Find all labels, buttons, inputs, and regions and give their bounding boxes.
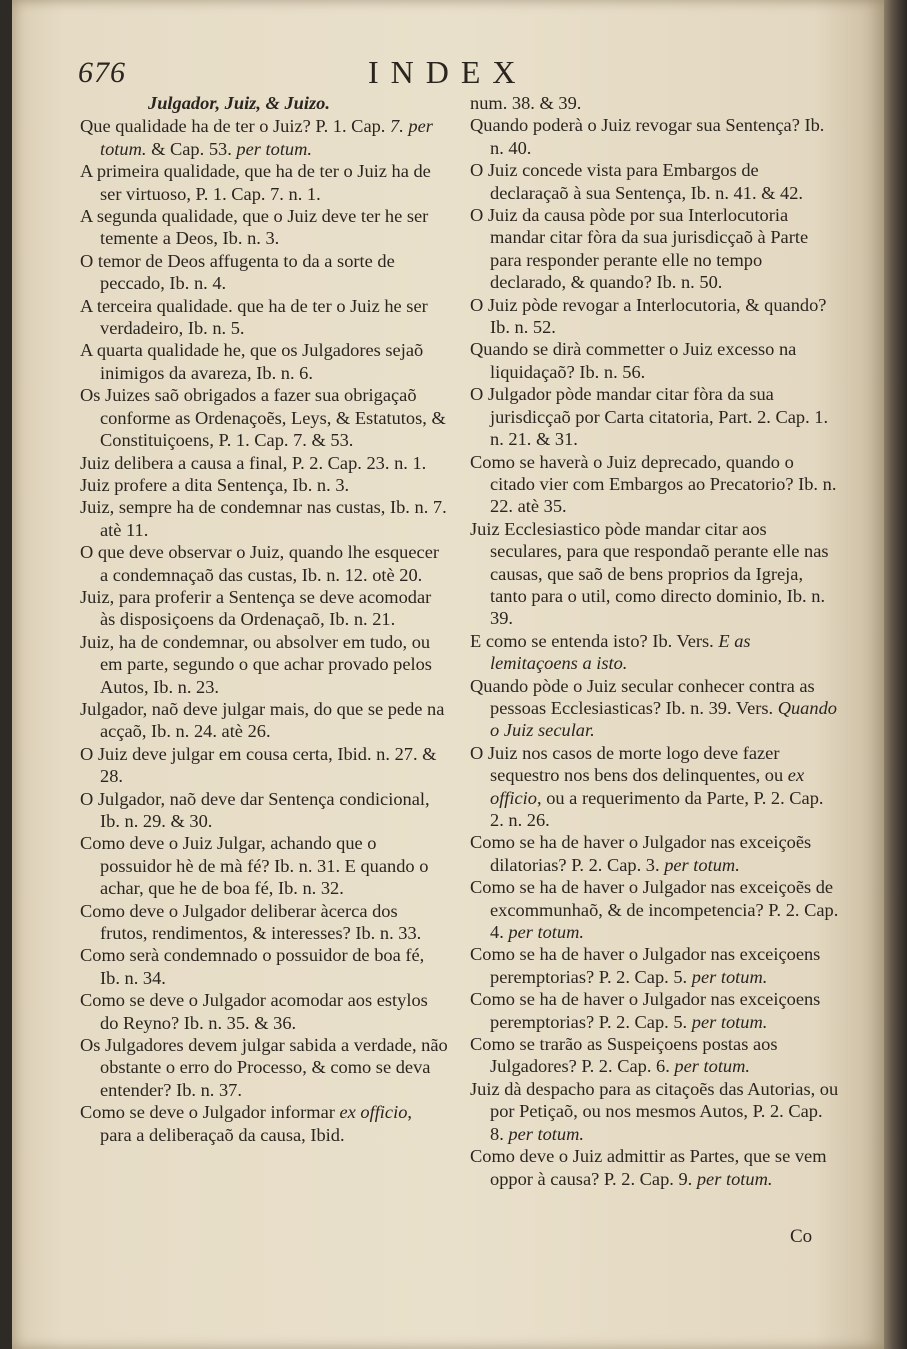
entry-text: O Julgador, naõ deve dar Sentença condicional, Ib. n. 29. & 30. [80, 788, 430, 831]
index-entry [80, 339, 448, 384]
index-entry [470, 383, 840, 450]
entry-text: O temor de Deos affugenta to da a sorte de peccado, Ib. n. 4. [80, 250, 395, 294]
entry-italic: ex officio [339, 1102, 408, 1123]
index-entry [80, 989, 448, 1034]
index-entry [80, 160, 448, 205]
entry-text: Quando pòde o Juiz secular conhecer contra as pessoas Ecclesiasticas? Ib. n. 39. Vers. [470, 675, 815, 718]
index-entry [80, 900, 448, 945]
index-entry [80, 295, 448, 340]
entry-text: Julgador, naõ deve julgar mais, do que se pede na acçaõ, Ib. n. 24. atè 26. [80, 698, 445, 742]
index-entry [470, 338, 840, 383]
entry-text: Juiz dà despacho para as citaçoẽs das Autorias, ou por Petiçaõ, ou nos mesmos Autos, P. 2. Cap. 8. [470, 1078, 839, 1144]
index-entry [80, 586, 448, 631]
entry-italic: Quando o Juiz secular. [490, 697, 837, 741]
running-title: INDEX [368, 54, 528, 90]
entry-text: Como deve o Julgador deliberar àcerca dos frutos, rendimentos, & interesses? Ib. n. 33. [80, 900, 422, 944]
index-entry [80, 1034, 448, 1101]
entry-italic: per totum. [674, 1056, 751, 1077]
entry-text: Que qualidade ha de ter o Juiz? P. 1. Cap. [80, 116, 390, 137]
entry-text: Como se haverà o Juiz deprecado, quando o citado vier com Embargos ao Precatorio? Ib. n. 22. atè 35. [470, 451, 837, 517]
index-entry [470, 294, 840, 339]
entry-italic: per totum. [508, 1123, 584, 1144]
entry-text: O Juiz pòde revogar a Interlocutoria, & quando? Ib. n. 52. [470, 294, 827, 338]
entry-italic: 7. per totum. [100, 116, 433, 159]
entry-text: O Juiz deve julgar em cousa certa, Ibid. n. 27. & 28. [80, 743, 437, 787]
index-entry [80, 496, 448, 541]
entry-text: O Julgador pòde mandar citar fòra da sua jurisdicçaõ por Carta citatoria, Part. 2. Cap. 1. n. 21. & 31. [470, 384, 829, 450]
entry-italic: ex officio [490, 765, 805, 808]
index-entry [80, 788, 448, 833]
entry-text: O Juiz nos casos de morte logo deve fazer sequestro nos bens dos delinquentes, ou [470, 742, 788, 786]
entry-text: & Cap. 53. [146, 138, 237, 159]
page-header [78, 52, 858, 92]
right-entries [470, 92, 840, 1190]
index-entry [80, 698, 448, 743]
index-entry [80, 944, 448, 989]
entry-text: Como se ha de haver o Julgador nas exceiçoens peremptorias? P. 2. Cap. 5. [470, 944, 821, 987]
entry-text: E como se entenda isto? Ib. Vers. [470, 630, 719, 651]
entry-text: O que deve observar o Juiz, quando lhe esquecer a condemnaçaõ das custas, Ib. n. 12. otè 20. [80, 542, 439, 585]
entry-text: Como deve o Juiz admittir as Partes, que se vem oppor à causa? P. 2. Cap. 9. [470, 1146, 827, 1189]
entry-text: Como se ha de haver o Julgador nas exceiçoẽs de excommunhaõ, & de incompetencia? P. 2. Cap. 4. [470, 877, 839, 943]
entry-text: Juiz profere a dita Sentença, Ib. n. 3. [80, 474, 350, 495]
entry-italic: per totum. [664, 854, 740, 875]
index-entry [470, 1145, 840, 1190]
entry-text: Como se ha de haver o Julgador nas exceiçoens peremptorias? P. 2. Cap. 5. [470, 989, 821, 1032]
entry-text: Como se ha de haver o Julgador nas exceiçoẽs dilatorias? P. 2. Cap. 3. [470, 832, 812, 875]
index-entry [80, 1101, 448, 1146]
catchword: Co [790, 1226, 813, 1247]
entry-text: A terceira qualidade. que ha de ter o Juiz he ser verdadeiro, Ib. n. 5. [80, 295, 428, 339]
entry-italic: per totum. [236, 138, 313, 159]
entry-italic: per totum. [508, 922, 584, 943]
index-entry [80, 115, 448, 160]
index-entry [470, 1078, 840, 1145]
entry-text: Quando se dirà commetter o Juiz excesso na liquidaçaõ? Ib. n. 56. [470, 339, 797, 382]
index-entry [470, 988, 840, 1033]
entry-text: Juiz, ha de condemnar, ou absolver em tudo, ou em parte, segundo o que achar provado pelos Autos, Ib. n. 23. [80, 631, 432, 697]
entry-text: Como deve o Juiz Julgar, achando que o possuidor hè de mà fé? Ib. n. 31. E quando o achar, que he de boa fé, Ib. n. 32. [80, 833, 429, 899]
entry-text: Juiz, para proferir a Sentença se deve acomodar às disposiçoens da Ordenaçaõ, Ib. n. 21. [80, 586, 432, 630]
index-entry [80, 384, 448, 451]
index-entry [80, 541, 448, 586]
index-entry [80, 205, 448, 250]
entry-text: , ou a requerimento da Parte, P. 2. Cap. 2. n. 26. [490, 787, 824, 830]
index-entry [470, 831, 840, 876]
index-entry [470, 630, 840, 675]
page-number: 676 [78, 56, 126, 89]
entry-text: Os Julgadores devem julgar sabida a verdade, não obstante o erro do Processo, & como se deva entender? Ib. n. 37. [80, 1035, 448, 1100]
entry-text: Juiz, sempre ha de condemnar nas custas, Ib. n. 7. atè 11. [80, 497, 447, 540]
entry-text: Como serà condemnado o possuidor de boa fé, Ib. n. 34. [80, 945, 425, 988]
index-entry [470, 675, 840, 742]
entry-text: , para a deliberaçaõ da causa, Ibid. [100, 1102, 412, 1145]
index-entry [470, 159, 840, 204]
entry-text: Quando poderà o Juiz revogar sua Sentença? Ib. n. 40. [470, 115, 825, 158]
index-entry [470, 518, 840, 630]
entry-text: O Juiz da causa pòde por sua Interlocutoria mandar citar fòra da sua jurisdicçaõ à Parte para responder perante elle no tempo declarado, & quando? Ib. n. 50. [470, 205, 809, 293]
index-entry [80, 250, 448, 295]
left-column [80, 92, 448, 1146]
index-entry [80, 631, 448, 698]
entry-text: Como se deve o Julgador informar [80, 1102, 340, 1123]
section-heading: Julgador, Juiz, & Juizo. [148, 93, 330, 113]
index-entry [80, 743, 448, 788]
index-entry [470, 876, 840, 943]
entry-text: Juiz delibera a causa a final, P. 2. Cap. 23. n. 1. [80, 452, 427, 473]
index-entry [470, 943, 840, 988]
entry-italic: per totum. [696, 1168, 773, 1189]
index-entry [80, 832, 448, 899]
entry-text: O Juiz concede vista para Embargos de declaraçaõ à sua Sentença, Ib. n. 41. & 42. [470, 160, 804, 203]
index-entry [470, 204, 840, 294]
entry-italic: per totum. [691, 1011, 768, 1032]
index-entry [470, 451, 840, 518]
index-entry [80, 474, 448, 496]
entry-text: Juiz Ecclesiastico pòde mandar citar aos seculares, para que respondaõ perante elle nas causas, que saõ de bens proprios da Igreja, tanto para o util, como directo dominio, Ib. n. 39. [470, 518, 829, 629]
index-entry [470, 1033, 840, 1078]
entry-text: Como se trarão as Suspeiçoens postas aos Julgadores? P. 2. Cap. 6. [470, 1034, 778, 1077]
left-entries [80, 115, 448, 1146]
entry-text: Como se deve o Julgador acomodar aos estylos do Reyno? Ib. n. 35. & 36. [80, 990, 428, 1033]
index-entry [80, 452, 448, 474]
index-entry [470, 742, 840, 832]
index-entry [470, 92, 840, 114]
entry-text: A segunda qualidade, que o Juiz deve ter he ser temente a Deos, Ib. n. 3. [80, 206, 429, 249]
entry-text: A primeira qualidade, que ha de ter o Juiz ha de ser virtuoso, P. 1. Cap. 7. n. 1. [80, 161, 431, 204]
entry-text: num. 38. & 39. [470, 93, 582, 113]
entry-text: Os Juizes saõ obrigados a fazer sua obrigaçaõ conforme as Ordenaçoẽs, Leys, & Estatutos, & Constituiçoens, P. 1. Cap. 7. & 53. [80, 385, 446, 451]
entry-text: A quarta qualidade he, que os Julgadores sejaõ inimigos da avareza, Ib. n. 6. [80, 340, 424, 383]
entry-italic: E as lemitaçoens a isto. [490, 630, 751, 674]
page-edge [884, 0, 907, 1349]
entry-italic: per totum. [691, 966, 768, 987]
right-column [470, 92, 840, 1190]
index-entry [470, 114, 840, 159]
